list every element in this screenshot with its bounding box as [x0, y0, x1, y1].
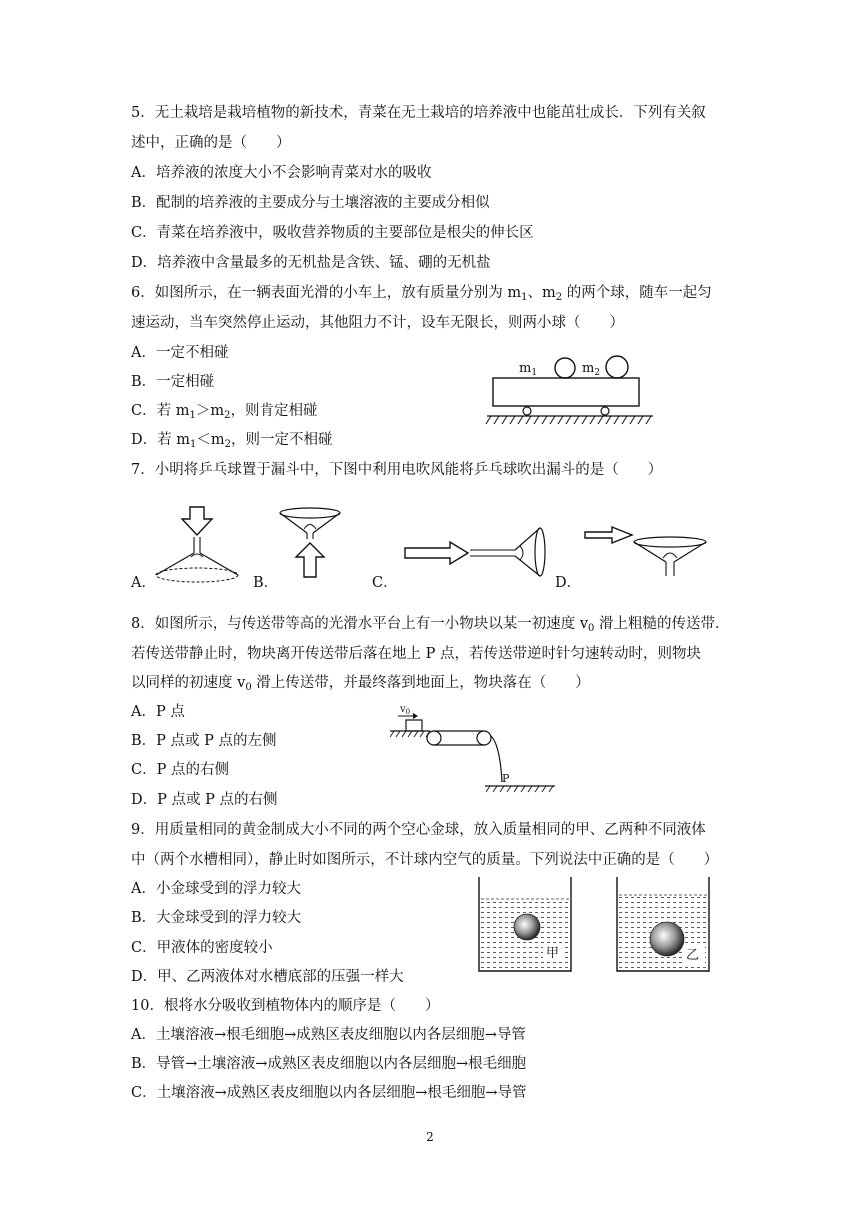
q6-option-a: A．一定不相碰	[131, 345, 229, 361]
q7-stem: 7．小明将乒乓球置于漏斗中，下图中利用电吹风能将乒乓球吹出漏斗的是（ ）	[131, 462, 663, 478]
large-gold-ball-icon	[650, 922, 684, 956]
q7-option-a-label: A．	[131, 575, 156, 591]
right-arrow-icon	[585, 527, 632, 543]
ball-m2-icon	[606, 356, 628, 378]
svg-text:m1: $m_1$	[519, 361, 538, 378]
q8-option-a: A．P 点	[131, 704, 185, 720]
q7-figure-a	[150, 505, 250, 585]
q6-cart-figure	[485, 350, 660, 430]
page-number: 2	[426, 1130, 434, 1144]
svg-text:乙: 乙	[686, 948, 700, 963]
q6-stem-line2: 速运动，当车突然停止运动，其他阻力不计，设车无限长，则两小球（ ）	[131, 315, 624, 331]
q7-option-b-label: B．	[253, 575, 279, 591]
q8-stem-line1: 8．如图所示，与传送带等高的光滑水平台上有一小物块以某一初速度 $v_0$ 滑上粗糙的传送带．	[131, 616, 730, 634]
q8-stem-line3: 以同样的初速度 $v_0$ 滑上传送带，并最终落到地面上，物块落在（ ）	[131, 675, 590, 693]
q5-stem-line2: 述中，正确的是（ ）	[131, 135, 291, 151]
svg-text:v0: $v_0$	[400, 704, 411, 716]
q7-figure-b	[272, 505, 352, 585]
q7-figure-c	[400, 520, 550, 580]
svg-text:甲: 甲	[546, 946, 560, 961]
up-arrow-icon	[296, 543, 324, 577]
q6-option-b: B．一定相碰	[131, 374, 215, 390]
q6-option-c: C．若 $m_1>m_2$，则肯定相碰	[131, 403, 318, 421]
q9-option-d: D．甲、乙两液体对水槽底部的压强一样大	[131, 969, 404, 985]
q8-conveyor-figure	[390, 700, 560, 795]
q6-stem-line1: 6．如图所示，在一辆表面光滑的小车上，放有质量分别为 $m_1$、$m_2$ 的两个球，随车一起匀	[131, 285, 712, 303]
q9-option-a: A．小金球受到的浮力较大	[131, 881, 301, 897]
q10-option-a: A．土壤溶液→根毛细胞→成熟区表皮细胞以内各层细胞→导管	[131, 1027, 526, 1043]
q7-option-c-label: C．	[372, 575, 398, 591]
q8-stem-line2: 若传送带静止时，物块离开传送带后落在地上 P 点，若传送带逆时针匀速转动时，则物块	[131, 646, 701, 662]
q5-option-a: A．培养液的浓度大小不会影响青菜对水的吸收	[131, 165, 432, 181]
right-arrow-icon	[405, 542, 468, 564]
q5-stem-line1: 5．无土栽培是栽培植物的新技术，青菜在无土栽培的培养液中也能茁壮成长．下列有关叙	[131, 105, 706, 121]
ball-m1-icon	[555, 358, 575, 378]
q5-option-b: B．配制的培养液的主要成分与土壤溶液的主要成分相似	[131, 195, 490, 211]
q9-stem-line1: 9．用质量相同的黄金制成大小不同的两个空心金球，放入质量相同的甲、乙两种不同液体	[131, 822, 706, 838]
q9-option-b: B．大金球受到的浮力较大	[131, 910, 302, 926]
q7-figure-d	[580, 520, 740, 580]
q7-option-d-label: D．	[555, 575, 582, 591]
q8-option-c: C．P 点的右侧	[131, 762, 229, 778]
q9-tanks-figure	[475, 875, 725, 975]
q10-stem: 10．根将水分吸收到植物体内的顺序是（ ）	[131, 998, 440, 1014]
q9-stem-line2: 中（两个水槽相同），静止时如图所示，不计球内空气的质量。下列说法中正确的是（ ）	[131, 852, 719, 868]
down-arrow-icon	[182, 507, 212, 535]
svg-text:m2: $m_2$	[582, 361, 601, 378]
q5-option-c: C．青菜在培养液中，吸收营养物质的主要部位是根尖的伸长区	[131, 225, 534, 241]
q6-option-d: D．若 $m_1<m_2$，则一定不相碰	[131, 432, 333, 450]
q10-option-b: B．导管→土壤溶液→成熟区表皮细胞以内各层细胞→根毛细胞	[131, 1056, 527, 1072]
q9-option-c: C．甲液体的密度较小	[131, 940, 273, 956]
q8-option-b: B．P 点或 P 点的左侧	[131, 733, 277, 749]
cart-body	[493, 378, 639, 406]
svg-text:P: P	[502, 772, 510, 785]
small-gold-ball-icon	[514, 914, 540, 940]
q10-option-c: C．土壤溶液→成熟区表皮细胞以内各层细胞→根毛细胞→导管	[131, 1085, 527, 1101]
block	[406, 720, 422, 731]
q8-option-d: D．P 点或 P 点的右侧	[131, 792, 278, 808]
q5-option-d: D．培养液中含量最多的无机盐是含铁、锰、硼的无机盐	[131, 255, 491, 271]
